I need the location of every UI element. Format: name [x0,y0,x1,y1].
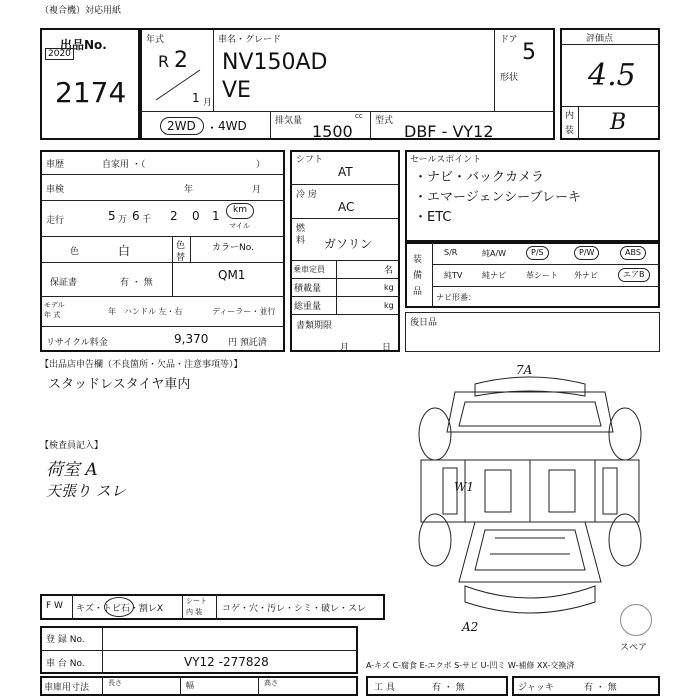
mileage-km: km [233,205,247,215]
mileage-d3: 2 [170,209,178,223]
year-month-unit: 月 [203,98,213,108]
jack-label: ジャッキ [518,683,554,693]
mileage-d5: 1 [212,209,220,223]
size-label: 車庫用寸法 [44,683,90,693]
year-era: R [158,52,170,71]
equip-airbag: エアB [618,268,650,282]
dealer: ディーラー・並行 [212,307,276,316]
history-value: 自家用 ・（ [102,160,146,170]
fw-seat-2: 内 装 [186,608,203,616]
ac-label: 冷 房 [296,190,317,200]
fuel-label-1: 燃 [296,224,306,234]
shift-value: AT [338,165,353,179]
tools-value: 有 ・ 無 [432,683,465,693]
interior-grade: B [610,110,627,135]
inspection-year-unit: 年 [184,185,194,195]
equip-abs: ABS [620,246,646,260]
interior-label-1: 内 [565,111,575,121]
diagram-label-top: 7A [516,363,533,377]
equip-tv: 純TV [444,271,463,280]
model-year-label-2: 年 式 [44,311,61,319]
fw-seat-items: コゲ・穴・汚レ・シミ・破レ・スレ [222,604,367,614]
grade-label: 評価点 [586,34,614,44]
engine-unit: cc [355,112,363,120]
equipment-label-3: 品 [413,287,423,297]
equipment-label-1: 装 [413,255,423,265]
doors-count: 5 [522,40,536,65]
retrofit-box [405,312,660,352]
model-label: 車名・グレード [218,35,282,45]
color-value: 白 [118,244,131,258]
equip-navi: 純ナビ [482,271,506,280]
inspector-line-2: 天張り スレ [46,482,126,500]
shift-label: シフト [296,155,324,165]
load-unit: kg [384,283,394,292]
weight-label: 総重量 [294,302,322,312]
mileage-label: 走行 [46,216,65,226]
year-month: 1 [192,91,200,105]
reg-label: 登 録 No. [46,635,85,645]
mileage-d2: 6 [132,209,140,223]
fw-circle-mark [104,597,134,617]
equip-ps: P/S [526,246,549,260]
size-height: 高さ [264,679,278,687]
size-length: 長さ [108,679,122,687]
shape-label: 形状 [500,73,519,83]
model-year-label-1: モデル [44,301,65,309]
history-close: ） [256,160,266,170]
type-label: 型式 [375,116,394,126]
sheet-header: （複合機）対応用紙 [40,6,122,16]
notes-label: 【出品店申告欄（不良箇所・欠品・注意事項等）】 [40,360,243,370]
inspector-label: 【検査員記入】 [40,441,104,451]
spare-tire-icon [620,604,652,636]
sales-point-1: ・ナビ・バックカメラ [414,170,545,185]
history-label: 車歴 [46,160,65,170]
mileage-d1: 5 [108,209,116,223]
mileage-u1: 万 [118,215,128,225]
warranty-value: 有 ・ 無 [120,278,153,288]
fw-label: F W [46,601,63,611]
drive-2wd: 2WD [167,119,196,133]
equipment-label-2: 備 [413,271,423,281]
damage-diagram [405,362,655,634]
doc-month: 月 [340,343,350,353]
lot-year-tag: 2020 [45,48,74,60]
mileage-u2: 千 [142,215,152,225]
chassis-label: 車 台 No. [46,659,85,669]
sales-label: セールスポイント [410,155,482,165]
capacity-label: 乗車定員 [293,265,325,274]
year-value: 2 [174,48,188,73]
grade-score: 4.5 [588,58,636,93]
retrofit-label: 後日品 [410,318,438,328]
ac-value: AC [338,200,355,214]
equip-pw: P/W [574,246,599,260]
year-label: 年式 [146,35,165,45]
color-change-2: 替 [176,253,186,263]
fuel-value: ガソリン [324,237,373,251]
doc-label: 書類期限 [296,321,333,331]
interior-label-2: 装 [565,126,575,136]
handle: ハンドル 左・右 [124,307,183,316]
fw-items: キズ・トビ石・割レX [76,604,163,614]
recycle-unit: 円 預託済 [228,338,267,348]
type-value: DBF - VY12 [404,122,494,141]
load-label: 積載量 [294,284,322,294]
size-width: 幅 [186,681,194,690]
inspection-label: 車検 [46,185,65,195]
capacity-unit: 名 [384,266,394,276]
inspection-month-unit: 月 [252,185,262,195]
sales-point-3: ・ETC [414,210,452,225]
weight-unit: kg [384,301,394,310]
recycle-value: 9,370 [174,332,209,346]
doors-label: ドア [500,35,518,45]
equip-leather: 革シート [526,271,558,280]
color-change-1: 色 [176,241,186,251]
drive-4wd: 4WD [218,119,247,133]
recycle-label: リサイクル料金 [46,338,108,348]
model-grade: VE [222,78,251,103]
diagram-label-bottom: A2 [462,620,479,634]
color-no-label: カラーNo. [212,243,254,253]
fuel-label-2: 料 [296,236,306,246]
mileage-mile: マイル [229,222,250,230]
equip-ext-navi: 外ナビ [574,271,598,280]
chassis-value: VY12 -277828 [184,655,269,669]
diagram-label-side: W1 [454,480,474,494]
fw-seat-1: シート [186,597,207,605]
equip-navi-type: ナビ形番： [436,293,476,302]
model-year-unit: 年 [108,307,116,316]
jack-value: 有 ・ 無 [584,683,617,693]
drive-separator: ・ [206,121,219,135]
engine-displacement: 1500 [312,122,353,141]
warranty-label: 保証書 [50,278,78,288]
sales-point-2: ・エマージェンシーブレーキ [414,190,581,205]
notes-text: スタッドレスタイヤ車内 [48,377,191,392]
color-label: 色 [70,247,80,257]
lot-label: 出品No. [60,38,107,52]
equip-sr: S/R [444,248,458,257]
model-name: NV150AD [222,50,328,75]
damage-legend: A-キズ C-腐食 E-エクボ S-サビ U-凹ミ W-補修 XX-交換済 [366,661,575,670]
mileage-d4: 0 [192,209,200,223]
color-no: QM1 [218,268,246,282]
engine-label: 排気量 [275,116,303,126]
equip-aw: 純A/W [482,249,507,258]
lot-number: 2174 [55,76,127,109]
tools-label: 工 具 [374,683,395,693]
spare-label: スペア [620,643,648,653]
inspector-line-1: 荷室 A [46,460,98,480]
doc-day: 日 [382,343,392,353]
